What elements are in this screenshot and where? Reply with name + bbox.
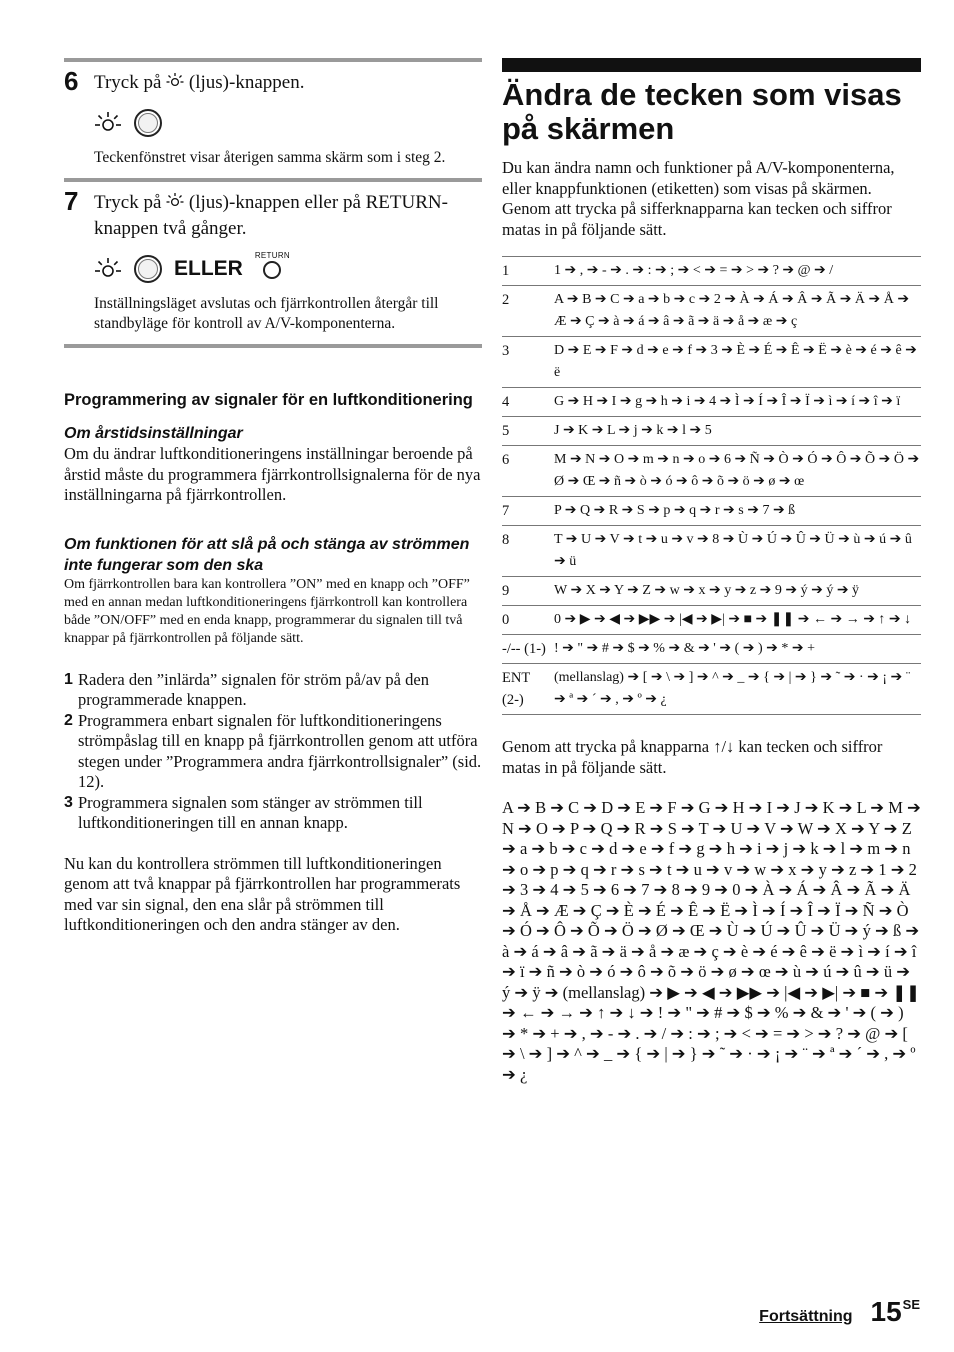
table-row: 3 D ➔ E ➔ F ➔ d ➔ e ➔ f ➔ 3 ➔ È ➔ É ➔ Ê ➔ Ë ➔ è ➔ é ➔ ê ➔ ë: [502, 337, 921, 388]
or-label: ELLER: [174, 257, 243, 280]
table-row: 9 W ➔ X ➔ Y ➔ Z ➔ w ➔ x ➔ y ➔ z ➔ 9 ➔ ý ➔ ý ➔ ÿ: [502, 577, 921, 606]
table-row: ENT (2-) (mellanslag) ➔ [ ➔ \ ➔ ] ➔ ^ ➔ _ ➔ { ➔ | ➔ } ➔ ˜ ➔ · ➔ ¡ ➔ ¨ ➔ ª ➔ ´ ➔ , ➔ º ➔ ¿: [502, 664, 921, 715]
ac-heading: Programmering av signaler för en luftkonditionering: [64, 391, 473, 409]
list-item: 1 Radera den ”inlärda” signalen för ström på/av på den programmerade knappen.: [64, 669, 429, 709]
table-row: 8 T ➔ U ➔ V ➔ t ➔ u ➔ v ➔ 8 ➔ Ù ➔ Ú ➔ Û ➔ Ü ➔ ù ➔ ú ➔ û ➔ ü: [502, 526, 921, 577]
step-6: [64, 62, 482, 178]
light-icon: [166, 72, 184, 90]
step-number: 6: [64, 66, 79, 96]
season-heading: Om årstidsinställningar: [64, 425, 243, 442]
light-icon: [94, 110, 122, 136]
table-row: 6 M ➔ N ➔ O ➔ m ➔ n ➔ o ➔ 6 ➔ Ñ ➔ Ò ➔ Ó ➔ Ô ➔ Õ ➔ Ö ➔ Ø ➔ Œ ➔ ñ ➔ ò ➔ ó ➔ ô ➔ õ ➔ ö ➔ ø ➔ œ: [502, 446, 921, 497]
page-number: $15^{SE}$: [870, 1296, 920, 1327]
left-column: [64, 58, 482, 936]
step-7: [64, 182, 482, 344]
intro-text-1: Du kan ändra namn och funktioner på A/V-komponenterna, eller knappfunktionen (etiketten) som visas på skärmen.: [502, 158, 895, 198]
section-bar: [502, 58, 921, 72]
page-footer: [759, 1296, 920, 1328]
season-text: Om du ändrar luftkonditioneringens inställningar beroende på årstid måste du programmera fjärrkontrollsignalerna för de nya inställningarna på fjärrkontrollen.: [64, 444, 481, 504]
step-note: Inställningsläget avslutas och fjärrkontrollen återgår till standbyläge för kontroll av A/V-komponenterna.: [94, 295, 439, 332]
section-title: Ändra de tecken som visas på skärmen: [502, 77, 902, 146]
arrow-intro: Genom att trycka på knapparna ↑/↓ kan tecken och siffror matas in på följande sätt.: [502, 737, 883, 777]
light-button-icon: [134, 255, 162, 283]
table-row: 7 P ➔ Q ➔ R ➔ S ➔ p ➔ q ➔ r ➔ s ➔ 7 ➔ ß: [502, 497, 921, 526]
step-6-illustration: [94, 106, 482, 140]
ac-steps-list: [64, 670, 482, 834]
arrow-sequence: A ➔ B ➔ C ➔ D ➔ E ➔ F ➔ G ➔ H ➔ I ➔ J ➔ K ➔ L ➔ M ➔ N ➔ O ➔ P ➔ Q ➔ R ➔ S ➔ T ➔ U ➔ V ➔ W ➔ X ➔ Y ➔ Z ➔ a ➔ b ➔ c ➔ d ➔ e ➔ f ➔ g ➔ h ➔ i ➔ j ➔ k ➔ l ➔ m ➔ n ➔ o ➔ p ➔ q ➔ r ➔ s ➔ t ➔ u ➔ v ➔ w ➔ x ➔ y ➔ z ➔ 1 ➔ 2 ➔ 3 ➔ 4 ➔ 5 ➔ 6 ➔ 7 ➔ 8 ➔ 9 ➔ 0 ➔ À ➔ Á ➔ Â ➔ Ã ➔ Ä ➔ Å ➔ Æ ➔ Ç ➔ È ➔ É ➔ Ê ➔ Ë ➔ Ì ➔ Í ➔ Î ➔ Ï ➔ Ñ ➔ Ò ➔ Ó ➔ Ô ➔ Õ ➔ Ö ➔ Ø ➔ Œ ➔ Ù ➔ Ú ➔ Û ➔ Ü ➔ ý ➔ ß ➔ à ➔ á ➔ â ➔ ã ➔ ä ➔ å ➔ æ ➔ ç ➔ è ➔ é ➔ ê ➔ ë ➔ ì ➔ í ➔ î ➔ ï ➔ ñ ➔ ò ➔ ó ➔ ô ➔ õ ➔ ö ➔ ø ➔ œ ➔ ù ➔ ú ➔ û ➔ ü ➔ ý ➔ ÿ ➔ (mellanslag) ➔ ▶ ➔ ◀ ➔ ▶▶ ➔ |◀ ➔ ▶| ➔ ■ ➔ ❚❚ ➔ ← ➔ → ➔ ↑ ➔ ↓ ➔ ! ➔ " ➔ # ➔ $ ➔ % ➔ & ➔ ' ➔ ( ➔ ) ➔ * ➔ + ➔ , ➔ - ➔ . ➔ / ➔ : ➔ ; ➔ < ➔ = ➔ > ➔ ? ➔ @ ➔ [ ➔ \ ➔ ] ➔ ^ ➔ _ ➔ { ➔ | ➔ } ➔ ˜ ➔ · ➔ ¡ ➔ ¨ ➔ ª ➔ ´ ➔ , ➔ º ➔ ¿: [502, 798, 921, 1084]
step-number: 7: [64, 186, 79, 216]
step-divider: [64, 344, 482, 348]
return-button-icon: [255, 251, 290, 279]
step-title: Tryck på (ljus)-knappen.: [94, 72, 305, 93]
step-title: Tryck på (ljus)-knappen eller på RETURN-knappen två gånger.: [94, 192, 448, 239]
return-label: RETURN: [254, 251, 290, 260]
light-icon: [166, 192, 184, 210]
character-table: [502, 256, 921, 715]
intro-text-2: Genom att trycka på sifferknapparna kan tecken och siffror matas in på följande sätt.: [502, 199, 892, 239]
list-item: 3 Programmera signalen som stänger av strömmen till luftkonditioneringen till en annan knapp.: [64, 792, 423, 832]
continued-label: Fortsättning: [759, 1308, 853, 1325]
table-row: -/-- (1-) ! ➔ " ➔ # ➔ $ ➔ % ➔ & ➔ ' ➔ ( ➔ ) ➔ * ➔ +: [502, 635, 921, 664]
table-row: 2 A ➔ B ➔ C ➔ a ➔ b ➔ c ➔ 2 ➔ À ➔ Á ➔ Â ➔ Ã ➔ Ä ➔ Å ➔ Æ ➔ Ç ➔ à ➔ á ➔ â ➔ ã ➔ ä ➔ å ➔ æ ➔ ç: [502, 286, 921, 337]
list-item: 2 Programmera enbart signalen för luftkonditioneringens strömpåslag till en knapp på fjärrkontrollen genom att utföra stegen under ”Programmera andra fjärrkontrollsignaler” (sid. 12).: [64, 710, 482, 791]
table-row: 1 1 ➔ , ➔ - ➔ . ➔ : ➔ ; ➔ < ➔ = ➔ > ➔ ? ➔ @ ➔ /: [502, 257, 921, 286]
step-7-illustration: [94, 252, 482, 286]
power-text: Om fjärrkontrollen bara kan kontrollera ”ON” med en knapp och ”OFF” med en annan medan luftkonditioneringens fjärrkontroll kan kontrollera både ”ON/OFF” med en enda knapp, programmerar du signalen till två knappar på fjärrkontrollen på följande sätt.: [64, 576, 470, 646]
light-button-icon: [134, 109, 162, 137]
table-row: 5 J ➔ K ➔ L ➔ j ➔ k ➔ l ➔ 5: [502, 417, 921, 446]
table-row: 4 G ➔ H ➔ I ➔ g ➔ h ➔ i ➔ 4 ➔ Ì ➔ Í ➔ Î ➔ Ï ➔ ì ➔ í ➔ î ➔ ï: [502, 388, 921, 417]
power-heading: Om funktionen för att slå på och stänga av strömmen inte fungerar som den ska: [64, 535, 470, 574]
light-icon: [94, 256, 122, 282]
closing-text: Nu kan du kontrollera strömmen till luftkonditioneringen genom att två knappar på fjärrkontrollen har programmerats med var sin signal, den ena slår på strömmen till luftkonditioneringen och den andra stänger av den.: [64, 853, 461, 934]
right-column: [502, 58, 921, 1085]
table-row: 0 0 ➔ ▶ ➔ ◀ ➔ ▶▶ ➔ |◀ ➔ ▶| ➔ ■ ➔ ❚❚ ➔ ← ➔ → ➔ ↑ ➔ ↓: [502, 606, 921, 635]
step-note: Teckenfönstret visar återigen samma skärm som i steg 2.: [94, 149, 446, 166]
